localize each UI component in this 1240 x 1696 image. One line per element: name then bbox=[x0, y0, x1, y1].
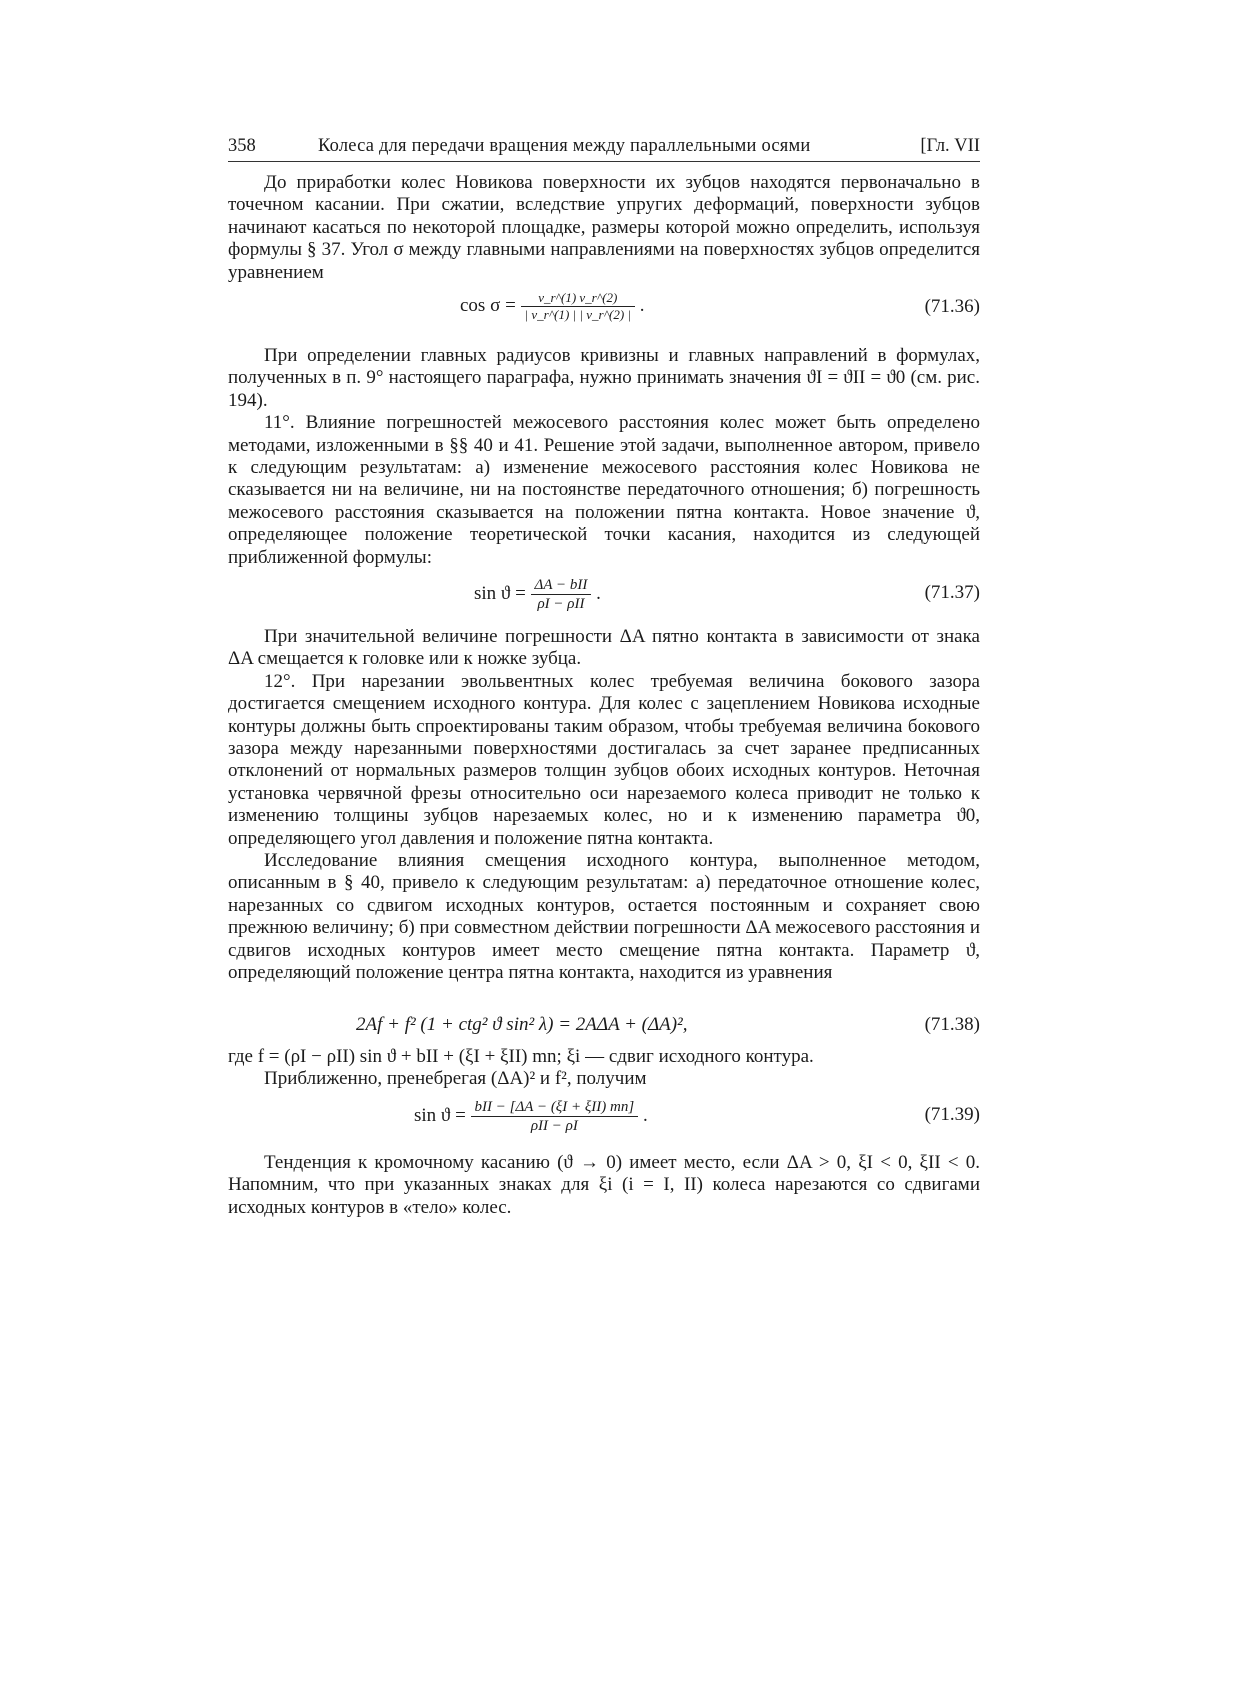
formula-expression bbox=[460, 290, 645, 323]
paragraph-block-5 bbox=[228, 1152, 980, 1219]
formula-71-37 bbox=[228, 576, 980, 612]
running-header bbox=[228, 136, 980, 162]
paragraph: Исследование влияния смещения исходного контура, выполненное методом, описанным в § 40, привело к следующим результатам: а) передаточное отношение колес, нарезанных со сдвигом исходных контуров, остается постоянным и сохраняет свою прежнюю величину; б) при совместном действии погрешности ΔA межосевого расстояния и сдвигов исходных контуров имеет место смещение пятна контакта. Параметр ϑ, определяющий положение центра пятна контакта, находится из уравнения bbox=[228, 850, 980, 984]
running-title: Колеса для передачи вращения между параллельными осями bbox=[318, 136, 811, 156]
chapter-label: [Гл. VII bbox=[920, 136, 980, 156]
page-number: 358 bbox=[228, 136, 256, 156]
paragraph: Приближенно, пренебрегая (ΔA)² и f², получим bbox=[264, 1068, 647, 1090]
paragraph-block-3 bbox=[228, 626, 980, 985]
formula-expression bbox=[414, 1098, 648, 1135]
formula-fraction bbox=[521, 290, 636, 323]
formula-71-38 bbox=[228, 1014, 980, 1050]
formula-71-39 bbox=[228, 1098, 980, 1134]
paragraph: 12°. При нарезании эвольвентных колес требуемая величина бокового зазора достигается смещением исходного контура. Для колес с зацеплением Новикова исходные контуры должны быть спроектированы таким образом, чтобы требуемая величина бокового зазора между нарезанными поверхностями достигалась за счет заранее предписанных отклонений от нормальных размеров толщин зубцов обоих исходных контуров. Неточная установка червячной фрезы относительно оси нарезаемого колеса приводит не только к изменению толщины зубцов нарезаемых колес, но и к изменению параметра ϑ0, определяющего угол давления и положение пятна контакта. bbox=[228, 670, 980, 849]
paragraph: Тенденция к кромочному касанию (ϑ → 0) имеет место, если ΔA > 0, ξI < 0, ξII < 0. Напомним, что при указанных знаках для ξi (i = I, II) колеса нарезаются со сдвигами исходных контуров в «тело» колес. bbox=[228, 1152, 980, 1218]
formula-lhs: cos σ = bbox=[460, 294, 516, 316]
formula-fraction bbox=[531, 576, 592, 613]
formula-numerator: ΔA − bII bbox=[531, 576, 592, 595]
paragraph: До приработки колес Новикова поверхности их зубцов находятся первоначально в точечном касании. При сжатии, вследствие упругих деформаций, поверхности зубцов начинают касаться по некоторой площадке, размеры которой можно определить, используя формулы § 37. Угол σ между главными направлениями на поверхностях зубцов определится уравнением bbox=[228, 172, 980, 283]
paragraph: При определении главных радиусов кривизны и главных направлений в формулах, полученных в п. 9° настоящего параграфа, нужно принимать значения ϑI = ϑII = ϑ0 (см. рис. 194). bbox=[228, 345, 980, 411]
paragraph: 11°. Влияние погрешностей межосевого расстояния колес может быть определено методами, изложенными в §§ 40 и 41. Решение этой задачи, выполненное автором, привело к следующим результатам: а) изменение межосевого расстояния колес Новикова не сказывается ни на величине, ни на постоянстве передаточного отношения; б) погрешность межосевого расстояния сказывается на положении пятна контакта. Новое значение ϑ, определяющее положение теоретической точки касания, находится из следующей приближенной формулы: bbox=[228, 412, 980, 568]
formula-tail: . bbox=[639, 294, 645, 316]
paragraph-block-1 bbox=[228, 172, 980, 284]
paragraph: При значительной величине погрешности ΔA пятно контакта в зависимости от знака ΔA смещается к головке или к ножке зубца. bbox=[228, 626, 980, 670]
formula-tail: . bbox=[642, 1104, 648, 1126]
formula-denominator: ρI − ρII bbox=[537, 596, 585, 612]
formula-lhs: sin ϑ = bbox=[474, 582, 526, 604]
formula-numerator: bII − [ΔA − (ξI + ξII) mn] bbox=[471, 1098, 639, 1117]
paragraph-block-2 bbox=[228, 345, 980, 569]
formula-expression bbox=[474, 576, 601, 613]
equation-number: (71.38) bbox=[924, 1014, 980, 1035]
equation-number: (71.37) bbox=[924, 582, 980, 603]
equation-number: (71.36) bbox=[924, 296, 980, 317]
formula-numerator: v_r^(1) v_r^(2) bbox=[521, 290, 636, 307]
formula-tail: . bbox=[596, 582, 601, 604]
formula-fraction bbox=[471, 1098, 639, 1135]
formula-lhs: sin ϑ = bbox=[414, 1104, 466, 1126]
formula-denominator: | v_r^(1) | | v_r^(2) | bbox=[524, 307, 632, 322]
formula-71-36 bbox=[228, 290, 980, 326]
paragraph-block-4 bbox=[228, 1046, 980, 1091]
formula-expression: 2Af + f² (1 + ctg² ϑ sin² λ) = 2AΔA + (ΔA)², bbox=[356, 1014, 688, 1035]
equation-number: (71.39) bbox=[924, 1104, 980, 1125]
formula-denominator: ρII − ρI bbox=[530, 1118, 578, 1134]
paragraph: где f = (ρI − ρII) sin ϑ + bII + (ξI + ξII) mn; ξi — сдвиг исходного контура. bbox=[228, 1046, 814, 1067]
